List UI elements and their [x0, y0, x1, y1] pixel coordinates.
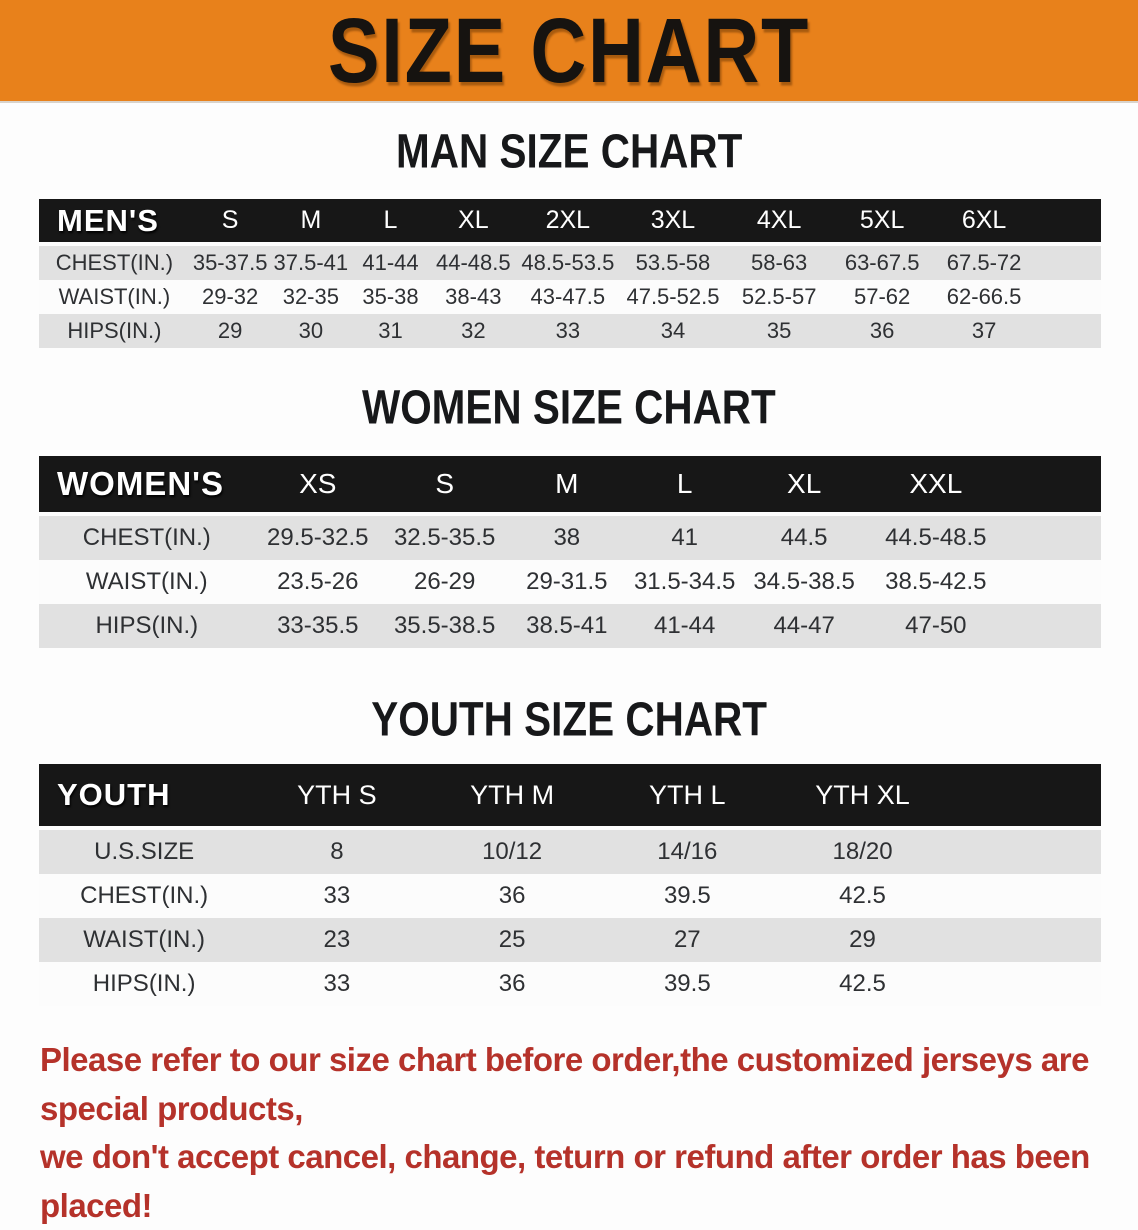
size-column-header: XL: [430, 199, 517, 246]
size-value-cell: 25: [424, 918, 599, 962]
men-section-title-text: MAN SIZE CHART: [395, 124, 743, 179]
size-column-header: XS: [255, 456, 381, 516]
men-section-title: [0, 124, 1138, 179]
measurement-row: [39, 246, 1101, 280]
size-value-cell: 33: [249, 874, 424, 918]
size-column-header: L: [625, 456, 744, 516]
size-value-cell: 35-38: [351, 280, 430, 314]
spacer-cell: [950, 874, 1101, 918]
size-column-header: XL: [744, 456, 864, 516]
size-value-cell: 34: [619, 314, 727, 348]
row-label: CHEST(IN.): [39, 516, 255, 560]
row-label: HIPS(IN.): [39, 604, 255, 648]
size-value-cell: 31.5-34.5: [625, 560, 744, 604]
women-section-title: [0, 380, 1138, 435]
order-policy-line-2: we don't accept cancel, change, teturn or refund after order has been placed!: [40, 1138, 1090, 1224]
size-value-cell: 27: [600, 918, 775, 962]
size-value-cell: 53.5-58: [619, 246, 727, 280]
row-label: HIPS(IN.): [39, 314, 190, 348]
spacer-cell: [1008, 604, 1102, 648]
size-value-cell: 38.5-42.5: [864, 560, 1007, 604]
size-value-cell: 41-44: [625, 604, 744, 648]
order-policy-note: [40, 1036, 1138, 1230]
spacer-cell: [1008, 516, 1102, 560]
size-value-cell: 29: [775, 918, 950, 962]
row-label: WAIST(IN.): [39, 918, 249, 962]
size-value-cell: 44.5: [744, 516, 864, 560]
size-value-cell: 38-43: [430, 280, 517, 314]
spacer-cell: [950, 962, 1101, 1006]
size-value-cell: 39.5: [600, 874, 775, 918]
size-value-cell: 62-66.5: [933, 280, 1035, 314]
row-label: HIPS(IN.): [39, 962, 249, 1006]
men-size-table: [39, 199, 1101, 348]
size-value-cell: 32.5-35.5: [381, 516, 508, 560]
women-size-table: [39, 456, 1101, 648]
size-column-header: YTH XL: [775, 764, 950, 830]
measurement-row: [39, 604, 1101, 648]
spacer-cell: [1035, 280, 1101, 314]
size-column-header: S: [381, 456, 508, 516]
size-value-cell: 57-62: [831, 280, 933, 314]
size-column-header: S: [190, 199, 271, 246]
spacer-cell: [950, 918, 1101, 962]
size-value-cell: 29-31.5: [508, 560, 625, 604]
size-value-cell: 10/12: [424, 830, 599, 874]
size-value-cell: 58-63: [727, 246, 831, 280]
size-value-cell: 26-29: [381, 560, 508, 604]
size-column-header: YTH S: [249, 764, 424, 830]
size-table-header-row: [39, 764, 1101, 830]
youth-size-table: [39, 764, 1101, 1006]
size-column-header: YTH L: [600, 764, 775, 830]
table-group-label: MEN'S: [39, 199, 190, 246]
row-label: CHEST(IN.): [39, 874, 249, 918]
size-column-header: 4XL: [727, 199, 831, 246]
size-table-header-row: [39, 456, 1101, 516]
row-label: U.S.SIZE: [39, 830, 249, 874]
size-value-cell: 37.5-41: [271, 246, 352, 280]
spacer-cell: [950, 830, 1101, 874]
size-value-cell: 18/20: [775, 830, 950, 874]
banner-title: SIZE CHART: [327, 0, 811, 102]
size-value-cell: 48.5-53.5: [517, 246, 619, 280]
measurement-row: [39, 830, 1101, 874]
size-column-header: YTH M: [424, 764, 599, 830]
size-value-cell: 41-44: [351, 246, 430, 280]
row-label: WAIST(IN.): [39, 280, 190, 314]
size-value-cell: 67.5-72: [933, 246, 1035, 280]
size-value-cell: 44-47: [744, 604, 864, 648]
size-value-cell: 42.5: [775, 874, 950, 918]
size-column-header: 6XL: [933, 199, 1035, 246]
size-value-cell: 35-37.5: [190, 246, 271, 280]
size-value-cell: 8: [249, 830, 424, 874]
size-column-header: 5XL: [831, 199, 933, 246]
size-column-header: 3XL: [619, 199, 727, 246]
measurement-row: [39, 962, 1101, 1006]
size-value-cell: 63-67.5: [831, 246, 933, 280]
row-label: WAIST(IN.): [39, 560, 255, 604]
size-value-cell: 35.5-38.5: [381, 604, 508, 648]
spacer-cell: [1008, 560, 1102, 604]
size-value-cell: 32-35: [271, 280, 352, 314]
table-group-label: WOMEN'S: [39, 456, 255, 516]
measurement-row: [39, 874, 1101, 918]
size-column-header: M: [271, 199, 352, 246]
size-value-cell: 36: [424, 962, 599, 1006]
size-table-header-row: [39, 199, 1101, 246]
size-value-cell: 39.5: [600, 962, 775, 1006]
size-value-cell: 47.5-52.5: [619, 280, 727, 314]
size-value-cell: 36: [831, 314, 933, 348]
youth-section-title: [0, 692, 1138, 747]
size-value-cell: 33: [249, 962, 424, 1006]
size-value-cell: 33: [517, 314, 619, 348]
size-value-cell: 42.5: [775, 962, 950, 1006]
size-value-cell: 23: [249, 918, 424, 962]
size-value-cell: 47-50: [864, 604, 1007, 648]
measurement-row: [39, 560, 1101, 604]
size-value-cell: 34.5-38.5: [744, 560, 864, 604]
size-value-cell: 44-48.5: [430, 246, 517, 280]
size-value-cell: 43-47.5: [517, 280, 619, 314]
row-label: CHEST(IN.): [39, 246, 190, 280]
order-policy-line-1: Please refer to our size chart before order,the customized jerseys are special products,: [40, 1041, 1089, 1127]
spacer-header-cell: [950, 764, 1101, 830]
spacer-cell: [1035, 246, 1101, 280]
spacer-header-cell: [1008, 456, 1102, 516]
size-column-header: L: [351, 199, 430, 246]
size-value-cell: 52.5-57: [727, 280, 831, 314]
measurement-row: [39, 918, 1101, 962]
size-value-cell: 29.5-32.5: [255, 516, 381, 560]
size-value-cell: 35: [727, 314, 831, 348]
size-value-cell: 33-35.5: [255, 604, 381, 648]
women-section-title-text: WOMEN SIZE CHART: [362, 380, 776, 435]
size-value-cell: 44.5-48.5: [864, 516, 1007, 560]
size-value-cell: 14/16: [600, 830, 775, 874]
measurement-row: [39, 516, 1101, 560]
size-value-cell: 41: [625, 516, 744, 560]
size-value-cell: 32: [430, 314, 517, 348]
size-value-cell: 37: [933, 314, 1035, 348]
size-value-cell: 36: [424, 874, 599, 918]
size-value-cell: 30: [271, 314, 352, 348]
size-column-header: M: [508, 456, 625, 516]
size-value-cell: 38: [508, 516, 625, 560]
size-value-cell: 29: [190, 314, 271, 348]
size-value-cell: 38.5-41: [508, 604, 625, 648]
size-column-header: 2XL: [517, 199, 619, 246]
measurement-row: [39, 280, 1101, 314]
table-group-label: YOUTH: [39, 764, 249, 830]
size-column-header: XXL: [864, 456, 1007, 516]
size-value-cell: 23.5-26: [255, 560, 381, 604]
size-value-cell: 31: [351, 314, 430, 348]
youth-section-title-text: YOUTH SIZE CHART: [371, 692, 767, 747]
spacer-cell: [1035, 314, 1101, 348]
spacer-header-cell: [1035, 199, 1101, 246]
size-value-cell: 29-32: [190, 280, 271, 314]
size-chart-banner: [0, 0, 1138, 103]
measurement-row: [39, 314, 1101, 348]
